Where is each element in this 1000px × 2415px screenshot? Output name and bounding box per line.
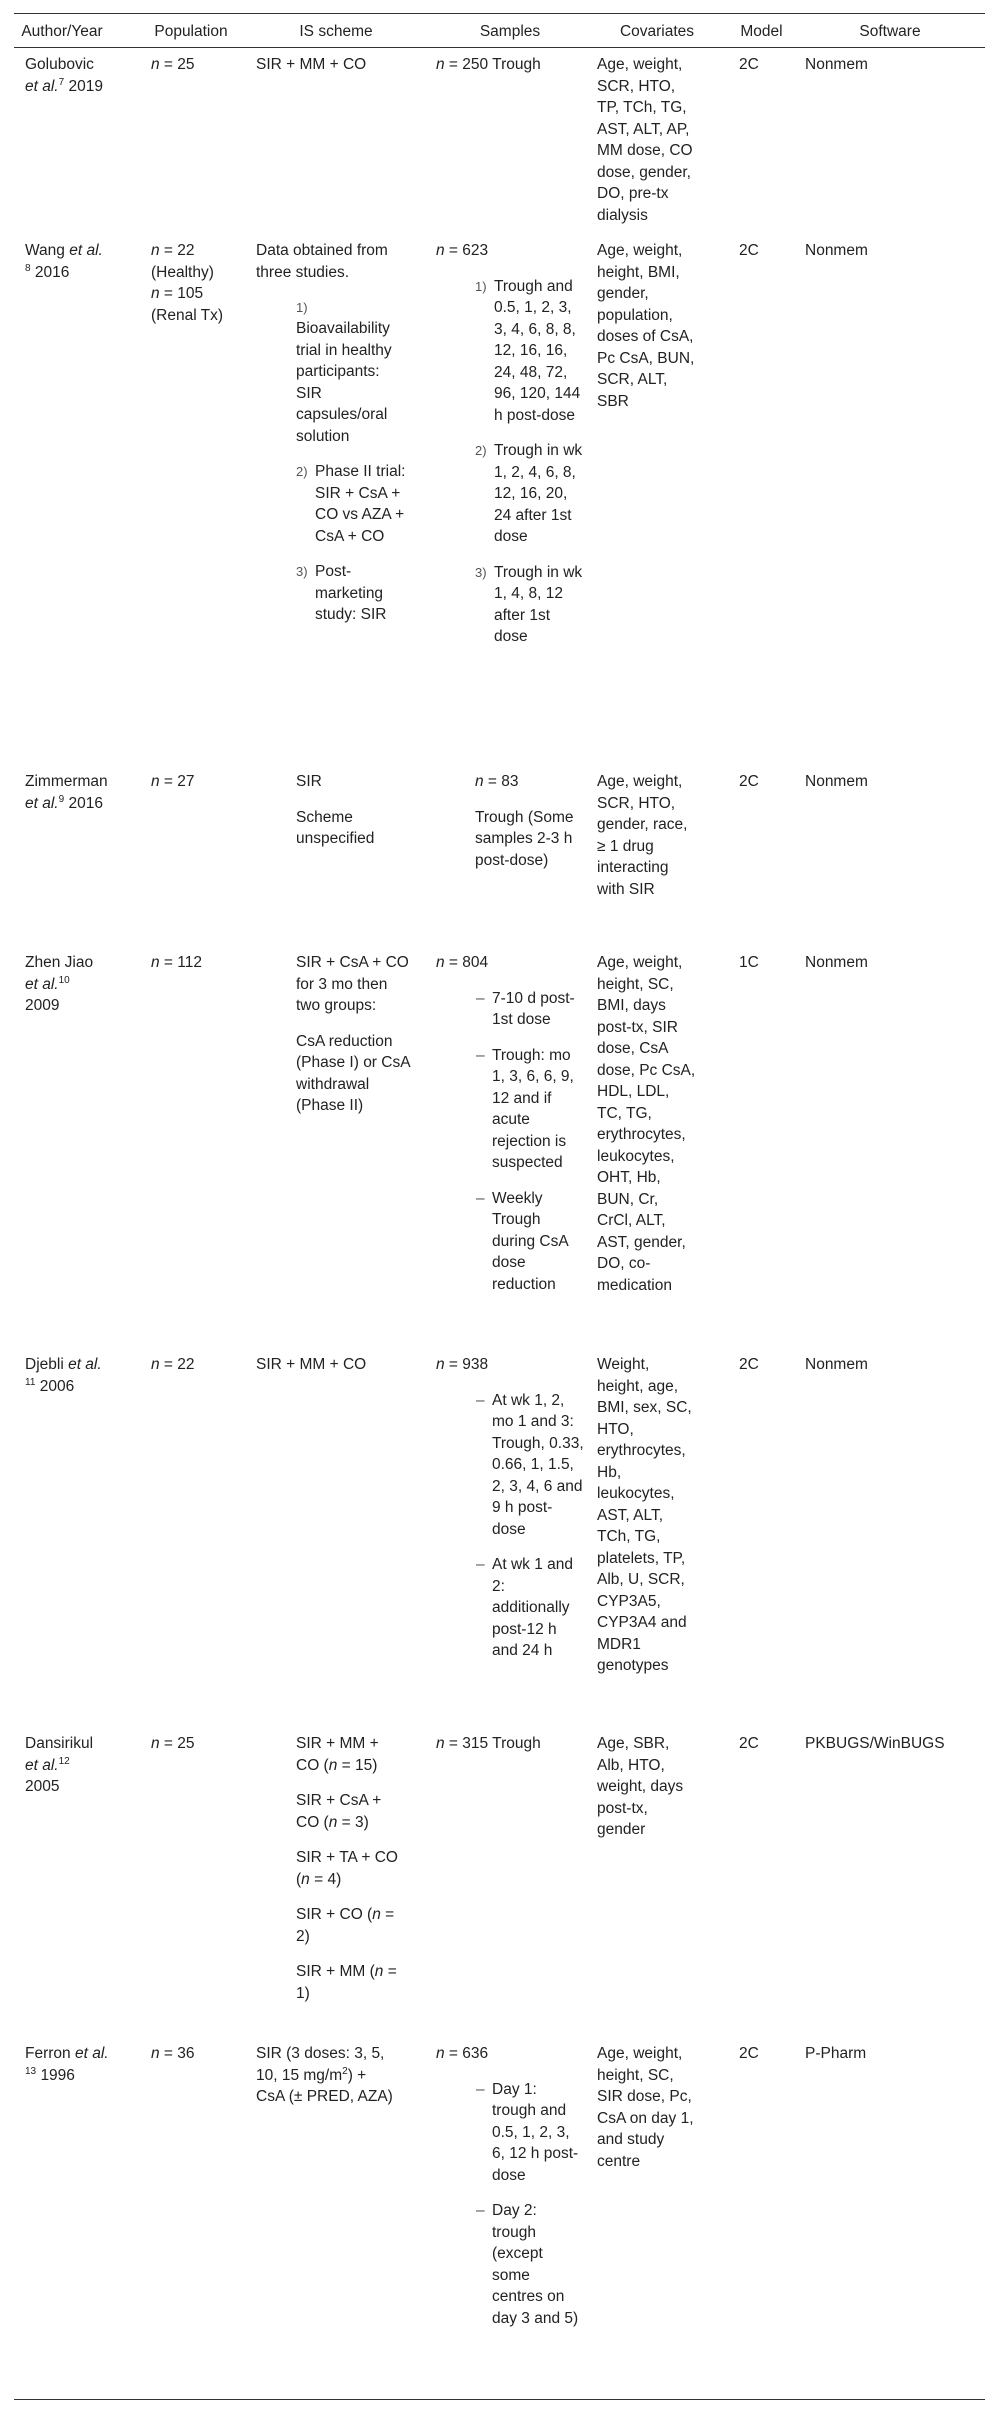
header-covariates: Covariates xyxy=(619,23,695,40)
model-cell: 2C xyxy=(739,56,759,73)
covariates-cell: Age, SBR, Alb, HTO, weight, days post-tx, gender xyxy=(597,1735,684,1838)
header-model: Model xyxy=(740,23,783,40)
list-item: 3) Post-marketing study: SIR xyxy=(296,563,387,623)
list-item: 1) Bioavailability trial in healthy participants: SIR capsules/oral solution xyxy=(296,300,392,445)
samples-cell: n = 636 – Day 1: trough and 0.5, 1, 2, 3, 6, 12 h post-dose – Day 2: trough (except some centres on day 3 and 5) xyxy=(436,2043,584,2329)
list-item: SIR + MM (n = 1) xyxy=(296,1963,397,2002)
table-top-rule xyxy=(14,13,985,14)
list-item: 1) Trough and 0.5, 1, 2, 3, 3, 4, 6, 8, 8, 12, 16, 16, 24, 48, 72, 96, 120, 144 h post-dose xyxy=(475,277,581,424)
author-cell: Zimmerman et al.$^9$ 2016 xyxy=(25,773,108,812)
list-item: SIR + TA + CO (n = 4) xyxy=(296,1849,398,1888)
samples-cell: n = 938 – At wk 1, 2, mo 1 and 3: Trough, 0.33, 0.66, 1, 1.5, 2, 3, 4, 6 and 9 h post-dose – At wk 1 and 2: additionally post-12 h and 24 h xyxy=(436,1354,584,1662)
covariates-cell: Age, weight, height, BMI, gender, population, doses of CsA, Pc CsA, BUN, SCR, ALT, SBR xyxy=(597,242,695,410)
model-cell: 1C xyxy=(739,954,759,971)
software-cell: Nonmem xyxy=(805,56,868,73)
population-cell: n = 22 (Healthy) n = 105 (Renal Tx) xyxy=(151,242,224,324)
list-item: 2) Trough in wk 1, 2, 4, 6, 8, 12, 16, 20, 24 after 1st dose xyxy=(475,442,583,545)
scheme-cell: SIR Scheme unspecified xyxy=(296,773,375,847)
list-item: – At wk 1 and 2: additionally post-12 h and 24 h xyxy=(476,1556,573,1659)
scheme-cell: SIR + MM + CO xyxy=(256,56,367,73)
list-item: 2) Phase II trial: SIR + CsA + CO vs AZA + CsA + CO xyxy=(296,463,406,545)
header-population: Population xyxy=(154,23,228,40)
model-cell: 2C xyxy=(739,242,759,259)
author-cell: Djebli et al. $^{11}$ 2006 xyxy=(25,1356,102,1395)
list-item: – Day 1: trough and 0.5, 1, 2, 3, 6, 12 h post-dose xyxy=(476,2080,579,2184)
list-item: – Day 2: trough (except some centres on day 3 and 5) xyxy=(476,2202,579,2327)
scheme-cell: Data obtained from three studies. 1) Bioavailability trial in healthy participants: SIR capsules/oral solution 2) Phase II trial: SIR + CsA + CO vs AZA + CsA + CO 3) Post-marketing study: SIR xyxy=(256,240,406,626)
population-cell: n = 112 xyxy=(151,954,203,971)
software-cell: P-Pharm xyxy=(805,2045,867,2062)
list-item: – At wk 1, 2, mo 1 and 3: Trough, 0.33, 0.66, 1, 1.5, 2, 3, 4, 6 and 9 h post-dose xyxy=(476,1391,584,1538)
list-item: – Weekly Trough during CsA dose reduction xyxy=(476,1189,568,1293)
list-item: SIR + MM + CO (n = 15) xyxy=(296,1735,379,1774)
samples-cell: n = 623 1) Trough and 0.5, 1, 2, 3, 3, 4, 6, 8, 8, 12, 16, 16, 24, 48, 72, 96, 120, 144 h post-dose 2) Trough in wk 1, 2, 4, 6, 8, 12, 16, 20, 24 after 1st dose 3) Trough in wk 1, 4, 8, 12 after 1st dose xyxy=(436,240,584,648)
population-cell: n = 36 xyxy=(151,2045,195,2062)
scheme-cell xyxy=(296,1733,406,2004)
scheme-cell: SIR + CsA + CO for 3 mo then two groups: CsA reduction (Phase I) or CsA withdrawal (Phase II) xyxy=(296,954,410,1114)
author-cell: Golubovic et al.$^7$ 2019 xyxy=(25,56,103,95)
covariates-cell: Age, weight, SCR, HTO, TP, TCh, TG, AST, ALT, AP, MM dose, CO dose, gender, DO, pre-tx dialysis xyxy=(597,56,693,224)
population-cell: n = 27 xyxy=(151,773,195,790)
covariates-cell: Age, weight, SCR, HTO, gender, race, ≥ 1 drug interacting with SIR xyxy=(597,773,688,898)
software-cell: Nonmem xyxy=(805,242,868,259)
software-cell: Nonmem xyxy=(805,773,868,790)
model-cell: 2C xyxy=(739,773,759,790)
model-cell: 2C xyxy=(739,1356,759,1373)
header-software: Software xyxy=(859,23,921,40)
table-header-rule xyxy=(14,47,985,48)
list-item: – Trough: mo 1, 3, 6, 6, 9, 12 and if acute rejection is suspected xyxy=(476,1046,574,1171)
scheme-cell: SIR (3 doses: 3, 5, 10, 15 $mg/m^2$) + CsA (± PRED, AZA) xyxy=(256,2045,393,2105)
covariates-cell: Age, weight, height, SC, BMI, days post-tx, SIR dose, CsA dose, Pc CsA, HDL, LDL, TC, TG, erythrocytes, leukocytes, OHT, Hb, BUN, Cr, CrCl, ALT, AST, gender, DO, co-medication xyxy=(597,954,696,1294)
author-cell: Zhen Jiao et al.$^{10}$ 2009 xyxy=(25,954,94,1014)
author-cell: Dansirikul et al.$^{12}$ 2005 xyxy=(25,1735,94,1795)
population-cell: n = 22 xyxy=(151,1356,195,1373)
table-header-row xyxy=(0,21,1000,41)
covariates-cell: Age, weight, height, SC, SIR dose, Pc, CsA on day 1, and study centre xyxy=(597,2045,694,2170)
model-cell: 2C xyxy=(739,1735,759,1752)
samples-cell: n = 83 Trough (Some samples 2-3 h post-dose) xyxy=(475,773,574,869)
author-cell: Ferron et al. $^{13}$ 1996 xyxy=(25,2045,109,2084)
header-scheme: IS scheme xyxy=(299,23,373,40)
covariates-cell: Weight, height, age, BMI, sex, SC, HTO, erythrocytes, Hb, leukocytes, AST, ALT, TCh, TG, platelets, TP, Alb, U, SCR, CYP3A5, CYP3A4 and MDR1 genotypes xyxy=(597,1356,692,1674)
samples-cell: n = 315 Trough xyxy=(436,1735,541,1752)
samples-cell: n = 804 – 7-10 d post-1st dose – Trough: mo 1, 3, 6, 6, 9, 12 and if acute rejection is suspected – Weekly Trough during CsA dose reduction xyxy=(436,952,584,1295)
population-cell: n = 25 xyxy=(151,56,195,73)
scheme-cell: SIR + MM + CO xyxy=(256,1356,367,1373)
list-item: SIR + CO (n = 2) xyxy=(296,1906,395,1945)
model-cell: 2C xyxy=(739,2045,759,2062)
author-cell: Wang et al. $^8$ 2016 xyxy=(25,242,103,281)
table-bottom-rule xyxy=(14,2399,985,2400)
software-cell: Nonmem xyxy=(805,1356,868,1373)
software-cell: PKBUGS/WinBUGS xyxy=(805,1735,945,1752)
samples-cell: n = 250 Trough xyxy=(436,56,541,73)
list-item: 3) Trough in wk 1, 4, 8, 12 after 1st dose xyxy=(475,563,583,645)
list-item: – 7-10 d post-1st dose xyxy=(476,989,575,1028)
population-cell: n = 25 xyxy=(151,1735,195,1752)
list-item: SIR + CsA + CO (n = 3) xyxy=(296,1792,382,1831)
header-samples: Samples xyxy=(479,23,541,40)
header-author: Author/Year xyxy=(21,23,103,40)
software-cell: Nonmem xyxy=(805,954,868,971)
